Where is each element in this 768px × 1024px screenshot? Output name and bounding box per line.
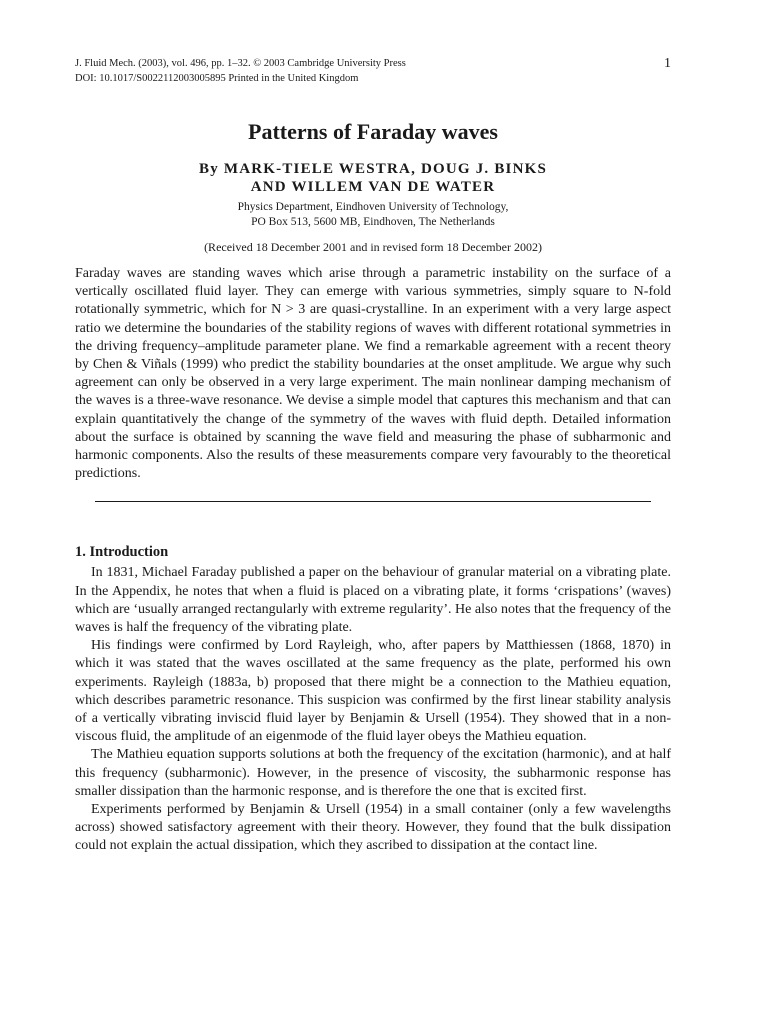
paragraph: The Mathieu equation supports solutions at both the frequency of the excitation (harmonic), and at half this frequency (subharmonic). However, in the presence of viscosity, the subharmonic response has smaller dissipation than the harmonic response, and is therefore the one that is excited first. bbox=[75, 747, 671, 799]
section-heading: 1. Introduction bbox=[75, 544, 169, 561]
journal-header bbox=[75, 56, 671, 86]
authors-line-1: By MARK-TIELE WESTRA, DOUG J. BINKS bbox=[198, 161, 548, 177]
paper-title: Patterns of Faraday waves bbox=[248, 119, 498, 144]
abstract-divider bbox=[95, 501, 651, 502]
doi-line: DOI: 10.1017/S0022112003005895 Printed in the United Kingdom bbox=[75, 73, 359, 84]
paragraph: In 1831, Michael Faraday published a paper on the behaviour of granular material on a vibrating plate. In the Appendix, he notes that when a fluid is placed on a vibrating plate, it forms ‘crispations’ (waves) which are ‘usually arranged rectangularly with extreme regularity’. He also notes that the frequency of the waves is half the frequency of the vibrating plate. bbox=[75, 565, 671, 636]
abstract: Faraday waves are standing waves which arise through a parametric instability on the surface of a vertically oscillated fluid layer. They can emerge with various symmetries, simply square to N-fold rotationally symmetric, which for N > 3 are quasi-crystalline. In an experiment with a very large aspect ratio we determine the boundaries of the stability regions of waves with different rotational symmetries in the driving frequency–amplitude parameter plane. We find a remarkable agreement with a recent theory by Chen & Viñals (1999) who predict the stability boundaries at the onset amplitude. We argue why such agreement can only be observed in a very large experiment. The main nonlinear damping mechanism of the waves is a three-wave resonance. We devise a simple model that captures this mechanism and that can explain quantitatively the change of the symmetry of the waves with fluid depth. Detailed information about the surface is obtained by scanning the wave field and measuring the phase of subharmonic and harmonic components. Also the results of these measurements compare very favourably to the theoretical predictions. bbox=[75, 266, 671, 482]
paragraph: Experiments performed by Benjamin & Ursell (1954) in a small container (only a few wavelengths across) showed satisfactory agreement with their theory. However, they found that the bulk dissipation could not explain the actual dissipation, which they ascribed to dissipation at the contact line. bbox=[75, 802, 671, 854]
author-list bbox=[75, 160, 671, 196]
paper-page bbox=[75, 56, 671, 856]
authors-line-2: AND WILLEM VAN DE WATER bbox=[250, 179, 496, 195]
affiliation-line-1: Physics Department, Eindhoven University of Technology, bbox=[237, 201, 509, 213]
section-body bbox=[75, 564, 671, 855]
paragraph: His findings were confirmed by Lord Rayleigh, who, after papers by Matthiessen (1868, 1870) in which it was stated that the waves oscillated at the same frequency as the plate, performed his own experiments. Rayleigh (1883a, b) proposed that there might be a connection to the Mathieu equation, which describes parametric resonance. This suspicion was confirmed by the first linear stability analysis of a vertically vibrating inviscid fluid layer by Benjamin & Ursell (1954). They showed that in a non-viscous fluid, the amplitude of an eigenmode of the fluid layer obeys the Mathieu equation. bbox=[75, 638, 671, 745]
received-dates: (Received 18 December 2001 and in revised form 18 December 2002) bbox=[204, 240, 542, 254]
journal-citation: J. Fluid Mech. (2003), vol. 496, pp. 1–32. © 2003 Cambridge University Press bbox=[75, 58, 406, 69]
affiliation-line-2: PO Box 513, 5600 MB, Eindhoven, The Netherlands bbox=[251, 216, 495, 228]
affiliation bbox=[75, 200, 671, 230]
page-number: 1 bbox=[664, 56, 671, 71]
